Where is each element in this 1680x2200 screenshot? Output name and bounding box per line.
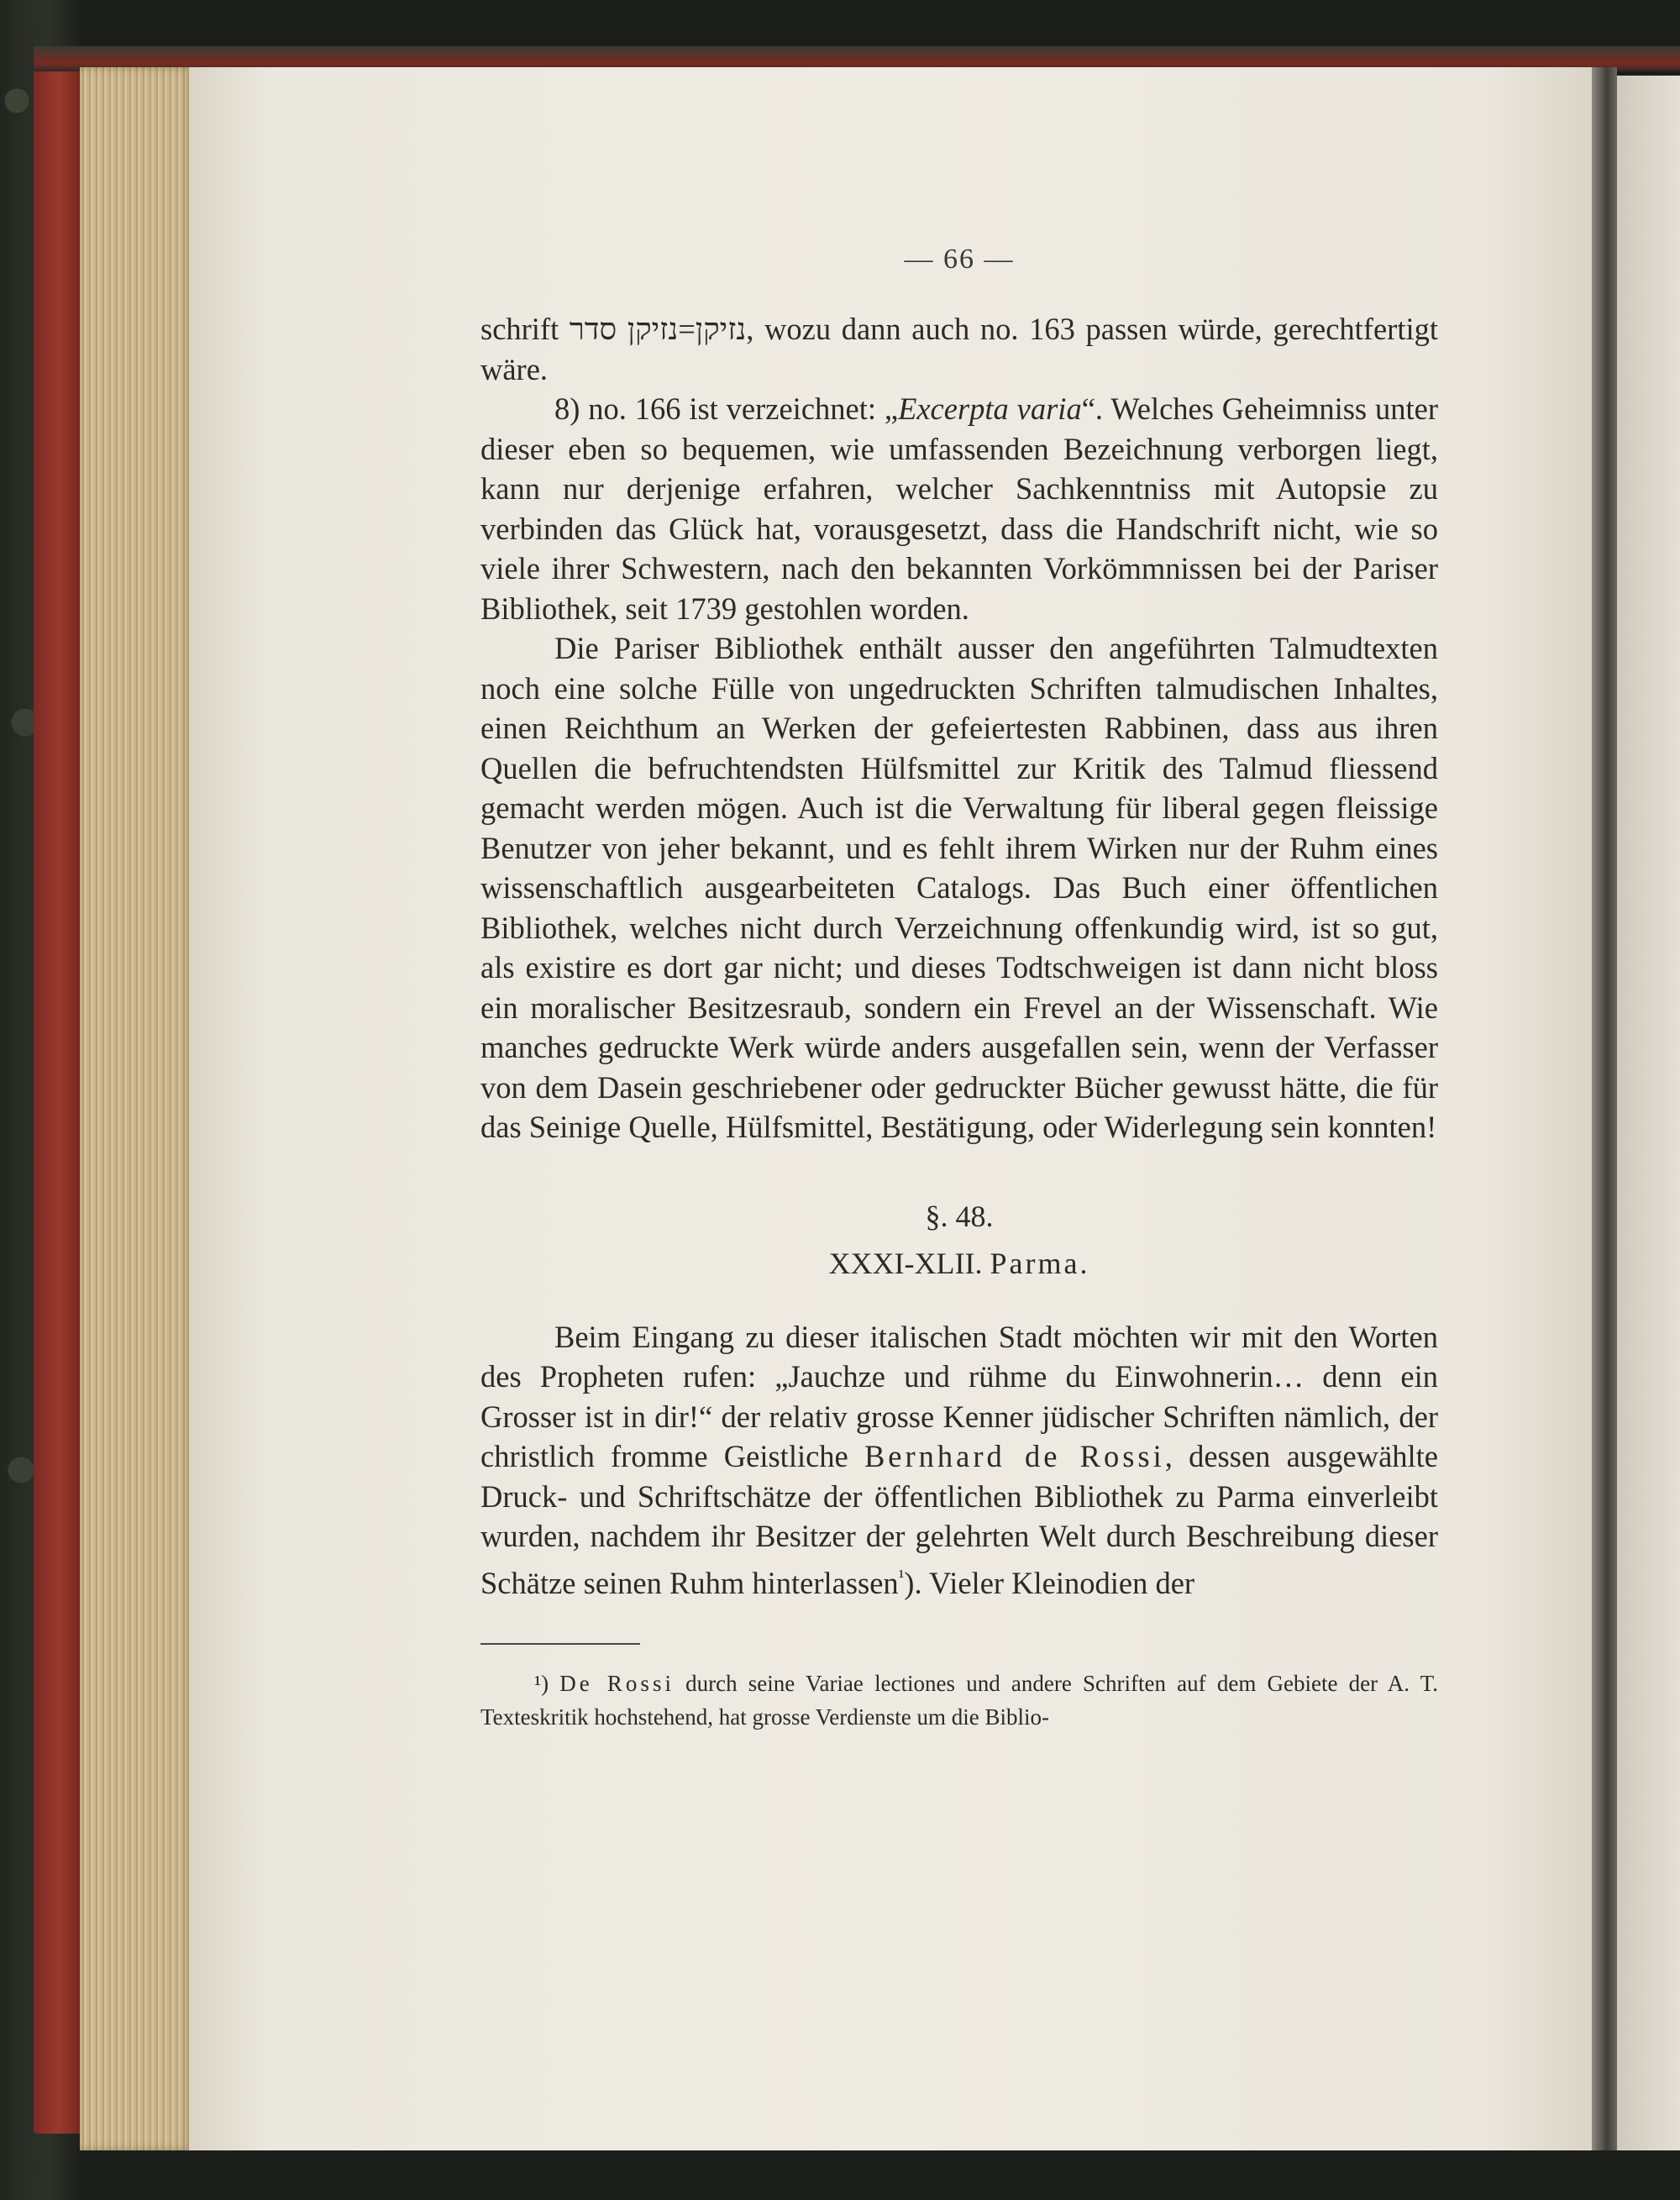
footnote-text: durch seine Variae lectiones und andere Schriften auf dem Gebiete der A. T. Texteskritik hochstehend, hat grosse Verdienste um die Biblio-: [480, 1671, 1438, 1730]
section-place: Parma.: [990, 1246, 1090, 1280]
book-gutter: [1592, 67, 1617, 2150]
section-range: XXXI-XLII.: [828, 1246, 983, 1280]
facing-page-edge: [1617, 76, 1680, 2150]
parma-text-1: Beim Eingang zu dieser italischen Stadt möchten wir mit den Worten des Propheten rufen: „Jauchze und rühme du Einwohnerin… denn ein Grosser ist in dir!“ der relativ grosse Kenner jüdischer Schriften nämlich, der christlich fromme Geistliche: [480, 1319, 1438, 1473]
item-8-prefix: 8) no. 166 ist verzeichnet: „: [554, 391, 899, 426]
parma-text-2: , dessen ausgewählte Druck- und Schriftschätze der öffentlichen Bibliothek zu Parma einverleibt wurden, nachdem ihr Besitzer der gelehrten Welt durch Beschreibung dieser Schätze seinen Ruhm hinterlassen: [480, 1439, 1438, 1600]
item-8-title: Excerpta varia: [898, 391, 1082, 426]
footnote-rule: [480, 1643, 640, 1645]
section-title: [480, 1243, 1438, 1284]
item-8-paragraph: [480, 389, 1438, 628]
paris-paragraph: Die Pariser Bibliothek enthält ausser den angeführten Talmudtexten noch eine solche Fülle von ungedruckten Schriften talmudischen Inhaltes, einen Reichthum an Werken der gefeiertesten Rabbinen, dass aus ihren Quellen die befruchtendsten Hülfsmittel zur Kritik des Talmud fliessend gemacht werden mögen. Auch ist die Verwaltung für liberal gegen fleissige Benutzer von jeher bekannt, und es fehlt ihrem Wirken nur der Ruhm eines wissenschaftlich ausgearbeiteten Catalogs. Das Buch einer öffentlichen Bibliothek, welches nicht durch Verzeichnung offenkundig wird, ist so gut, als existire es dort gar nicht; und dieses Todtschweigen ist dann nicht bloss ein moralischer Besitzesraub, sondern ein Frevel an der Wissenschaft. Wie manches gedruckte Werk würde anders ausgefallen sein, wenn der Verfasser von dem Dasein geschriebener oder gedruckter Bücher gewusst hätte, die für das Seinige Quelle, Hülfsmittel, Bestätigung, oder Widerlegung sein konnten!: [480, 631, 1438, 1144]
parma-paragraph: [480, 1317, 1438, 1604]
footnote-name: De Rossi: [559, 1671, 675, 1697]
page-edges: [80, 67, 193, 2150]
footnote-reference: ¹: [898, 1565, 905, 1587]
section-number: §. 48.: [925, 1199, 994, 1233]
page-number: — 66 —: [904, 244, 1015, 275]
parma-name: Bernhard de Rossi: [864, 1439, 1165, 1473]
item-8-rest: “. Welches Geheimniss unter dieser eben so bequemen, wie umfassenden Bezeichnung verborgen liegt, kann nur derjenige erfahren, welcher Sachkenntniss mit Autopsie zu verbinden das Glück hat, vorausgesetzt, dass die Handschrift nicht, wie so viele ihrer Schwestern, nach den bekannten Vorkömmnissen bei der Pariser Bibliothek, seit 1739 gestohlen worden.: [480, 391, 1438, 626]
footnote: [480, 1667, 1438, 1734]
page-text: [480, 244, 1438, 1734]
book-cover-edge: [34, 59, 84, 2134]
parma-text-3: ). Vieler Kleinodien der: [904, 1565, 1195, 1600]
footnote-mark: ¹): [534, 1671, 560, 1697]
continuation-paragraph: schrift נזיקן=נזיקן סדר, wozu dann auch no. 163 passen würde, gerechtfertigt wäre.: [480, 312, 1438, 386]
